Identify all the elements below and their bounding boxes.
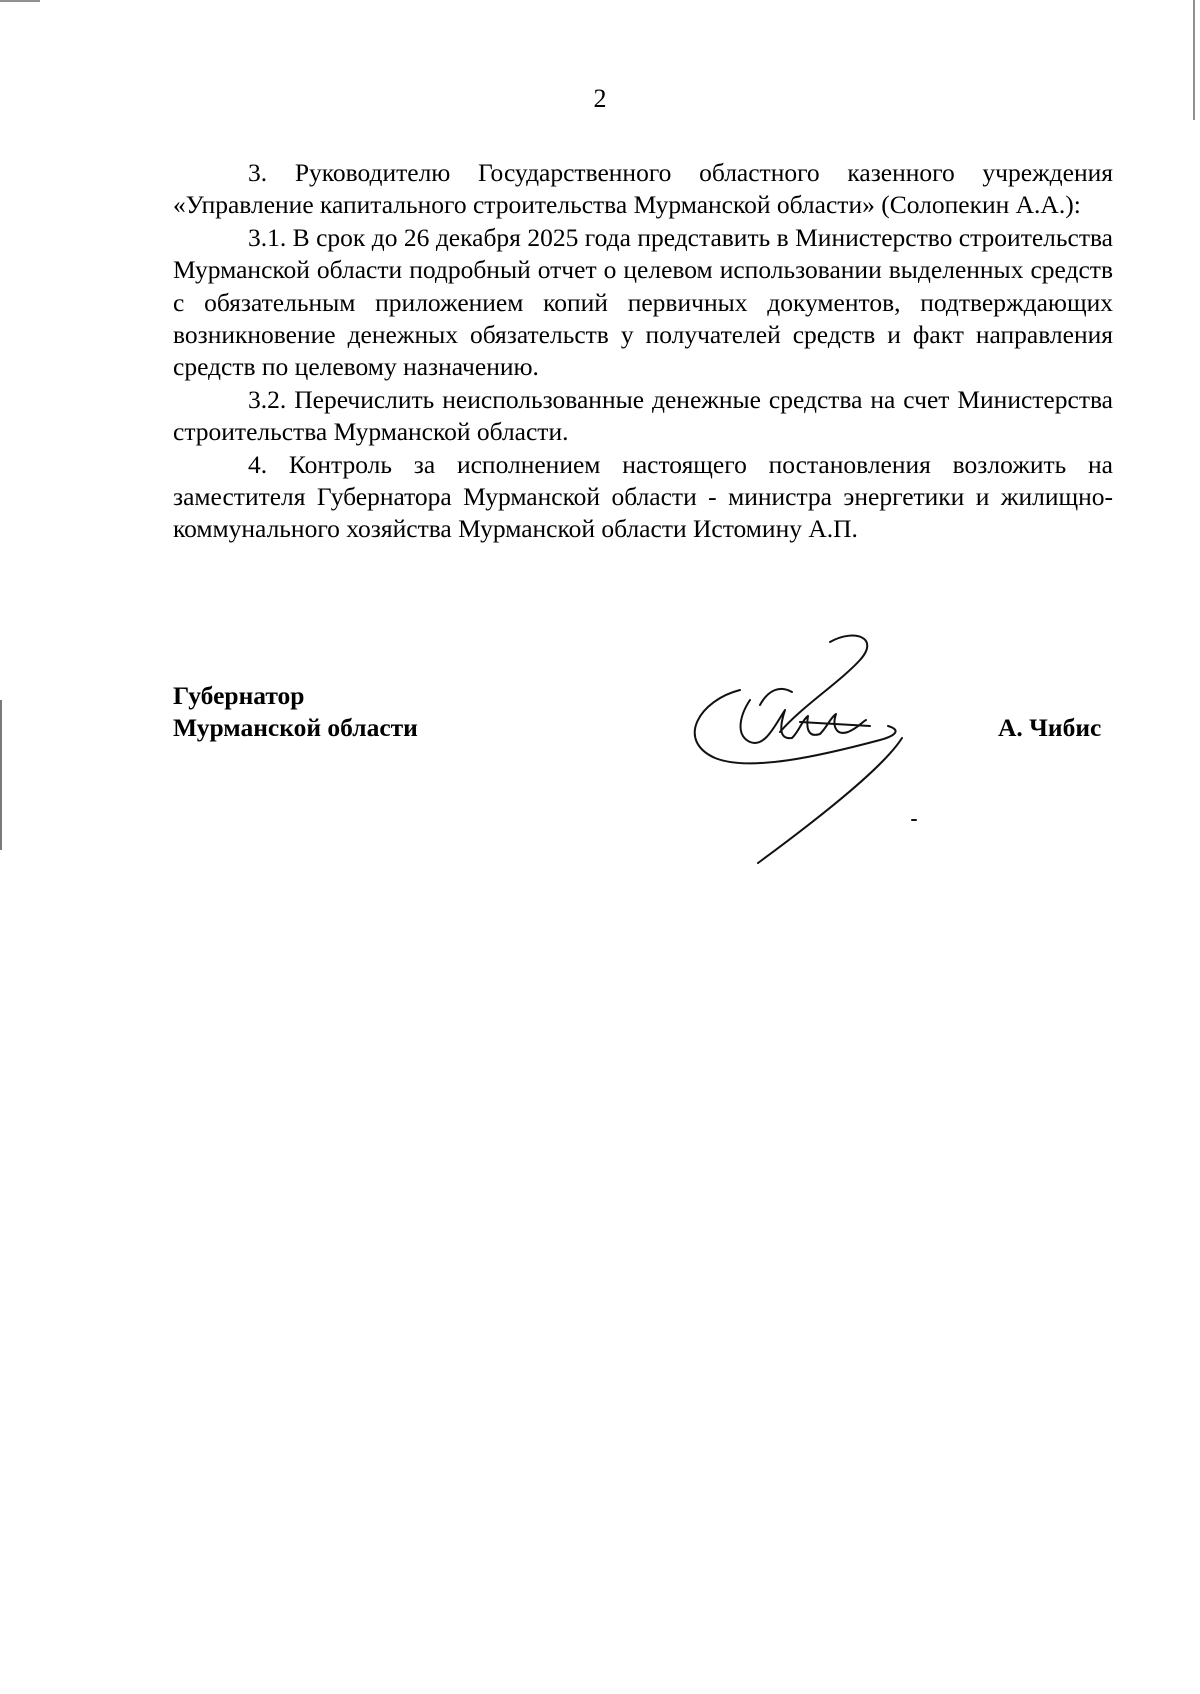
scan-edge-mark [0,0,40,2]
handwritten-signature [680,630,950,870]
paragraph-3: 3. Руководителю Государственного областного казенного учреждения «Управление капитального строительства Мурманской области» (Солопекин А.А.): [173,158,1113,220]
paragraph-3-1: 3.1. В срок до 26 декабря 2025 года представить в Министерство строительства Мурманской области подробный отчет о целевом использовании выделенных средств с обязательным приложением копий первичных документов, подтверждающих возникновение денежных обязательств у получателей средств и факт направления средств по целевому назначению. [173,222,1113,382]
document-body [173,157,1113,546]
signatory-position [173,680,418,744]
signatory-position-line1: Губернатор [173,681,305,710]
signatory-name: А. Чибис [998,713,1102,742]
page-number: 2 [593,84,607,113]
scan-edge-mark [1193,0,1195,120]
scan-edge-mark [0,700,2,850]
signatory-position-line2: Мурманской области [173,713,418,742]
paragraph-3-2: 3.2. Перечислить неиспользованные денежные средства на счет Министерства строительства Мурманской области. [173,384,1113,447]
paragraph-4: 4. Контроль за исполнением настоящего постановления возложить на заместителя Губернатора Мурманской области - министра энергетики и жилищно-коммунального хозяйства Мурманской области Истомину А.П. [173,449,1113,544]
